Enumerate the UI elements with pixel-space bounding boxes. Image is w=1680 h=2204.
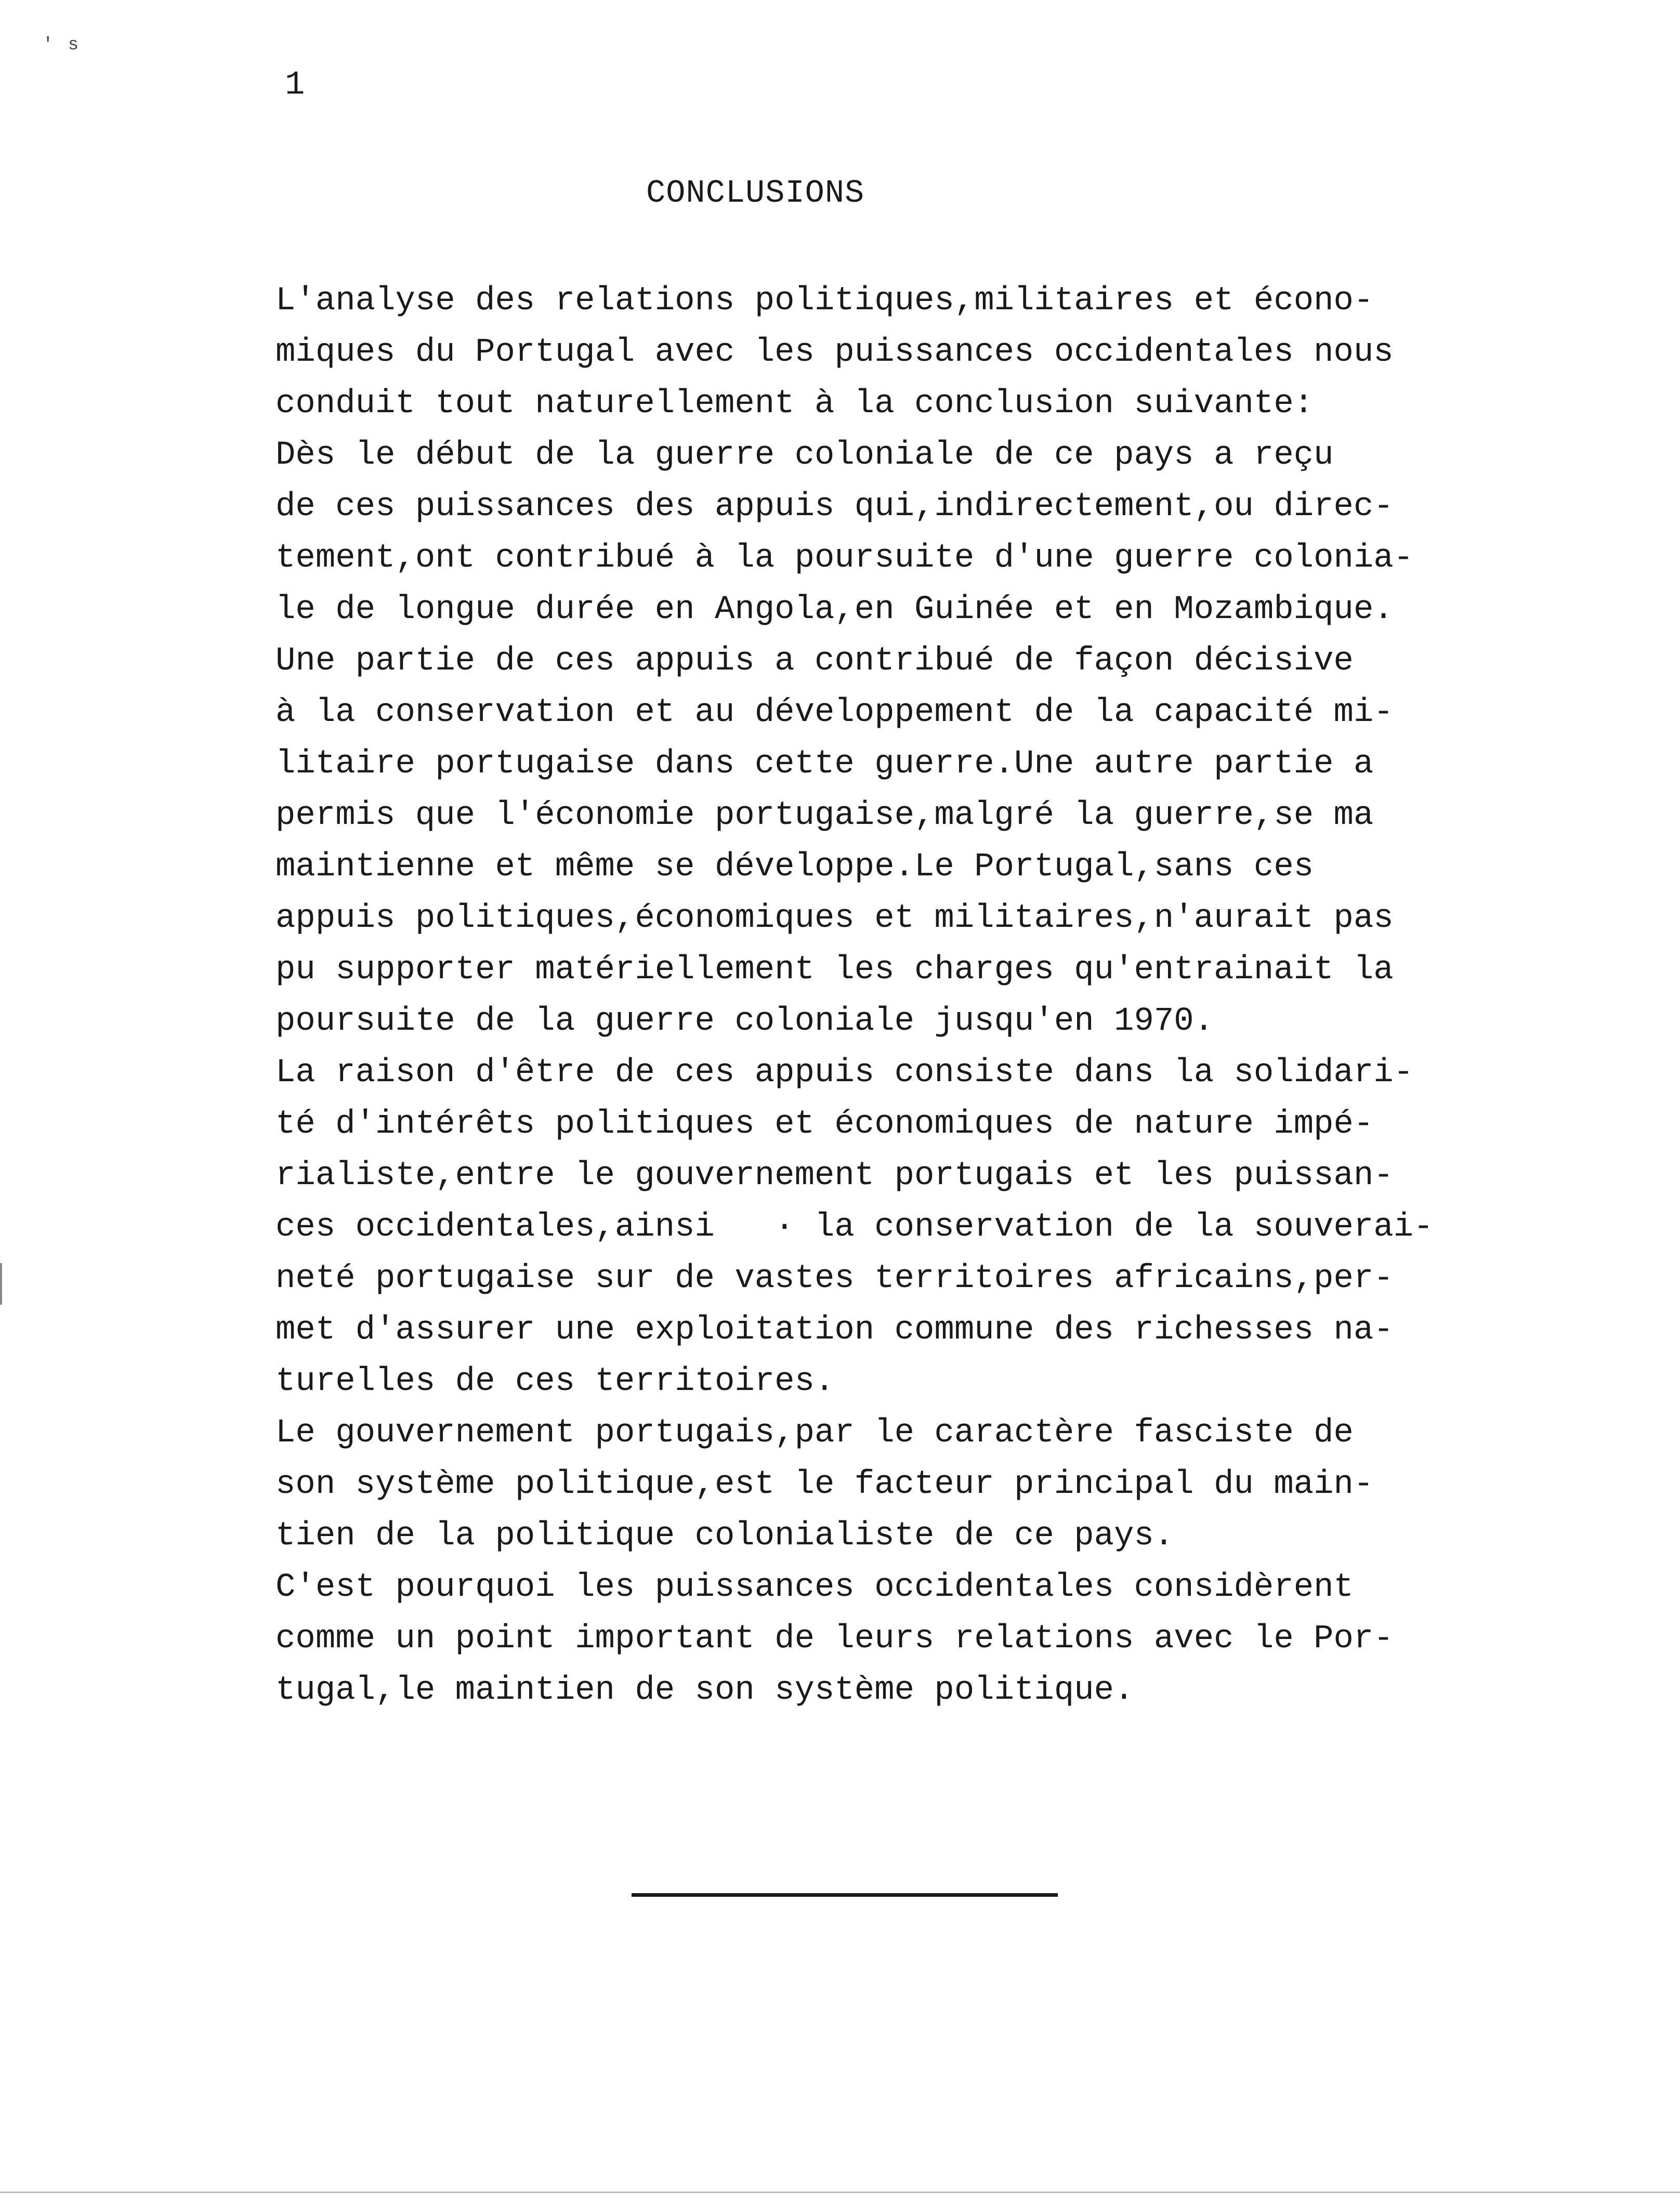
text-line: son système politique,est le facteur principal du main- [275, 1466, 1374, 1503]
text-line: Dès le début de la guerre coloniale de ce pays a reçu [275, 437, 1334, 474]
text-line: tement,ont contribué à la poursuite d'une guerre colonia- [275, 540, 1414, 577]
text-line: L'analyse des relations politiques,militaires et écono- [275, 282, 1374, 320]
text-line: conduit tout naturellement à la conclusion suivante: [275, 385, 1314, 423]
page-number: 1 [285, 67, 305, 104]
text-line: pu supporter matériellement les charges qu'entrainait la [275, 951, 1394, 989]
text-line: appuis politiques,économiques et militaires,n'aurait pas [275, 900, 1394, 937]
text-line: poursuite de la guerre coloniale jusqu'en 1970. [275, 1003, 1214, 1040]
text-line: tugal,le maintien de son système politique. [275, 1672, 1134, 1709]
text-line: miques du Portugal avec les puissances occidentales nous [275, 334, 1394, 371]
corner-mark: ' s [43, 35, 81, 55]
text-line: comme un point important de leurs relations avec le Por- [275, 1620, 1394, 1658]
closing-rule [632, 1893, 1058, 1897]
body-text [275, 276, 1559, 1716]
text-line: ces occidentales,ainsi · la conservation de la souverai- [275, 1209, 1434, 1246]
text-line: permis que l'économie portugaise,malgré la guerre,se ma [275, 797, 1374, 834]
text-line: La raison d'être de ces appuis consiste dans la solidari- [275, 1054, 1414, 1092]
scan-edge-mark [0, 1263, 2, 1305]
page-title: CONCLUSIONS [646, 175, 865, 212]
scan-bottom-edge [0, 2192, 1680, 2193]
text-line: neté portugaise sur de vastes territoires africains,per- [275, 1260, 1394, 1297]
text-line: litaire portugaise dans cette guerre.Une autre partie a [275, 745, 1374, 783]
text-line: maintienne et même se développe.Le Portugal,sans ces [275, 848, 1314, 886]
text-line: le de longue durée en Angola,en Guinée et en Mozambique. [275, 591, 1394, 628]
text-line: rialiste,entre le gouvernement portugais et les puissan- [275, 1157, 1394, 1195]
text-line: tien de la politique colonialiste de ce pays. [275, 1517, 1174, 1555]
text-line: té d'intérêts politiques et économiques de nature impé- [275, 1106, 1374, 1143]
text-line: met d'assurer une exploitation commune des richesses na- [275, 1311, 1394, 1349]
text-line: de ces puissances des appuis qui,indirectement,ou direc- [275, 488, 1394, 526]
text-line: Le gouvernement portugais,par le caractère fasciste de [275, 1414, 1354, 1452]
text-line: à la conservation et au développement de la capacité mi- [275, 694, 1394, 731]
text-line: turelles de ces territoires. [275, 1363, 835, 1400]
text-line: C'est pourquoi les puissances occidentales considèrent [275, 1569, 1354, 1606]
text-line: Une partie de ces appuis a contribué de façon décisive [275, 642, 1354, 680]
